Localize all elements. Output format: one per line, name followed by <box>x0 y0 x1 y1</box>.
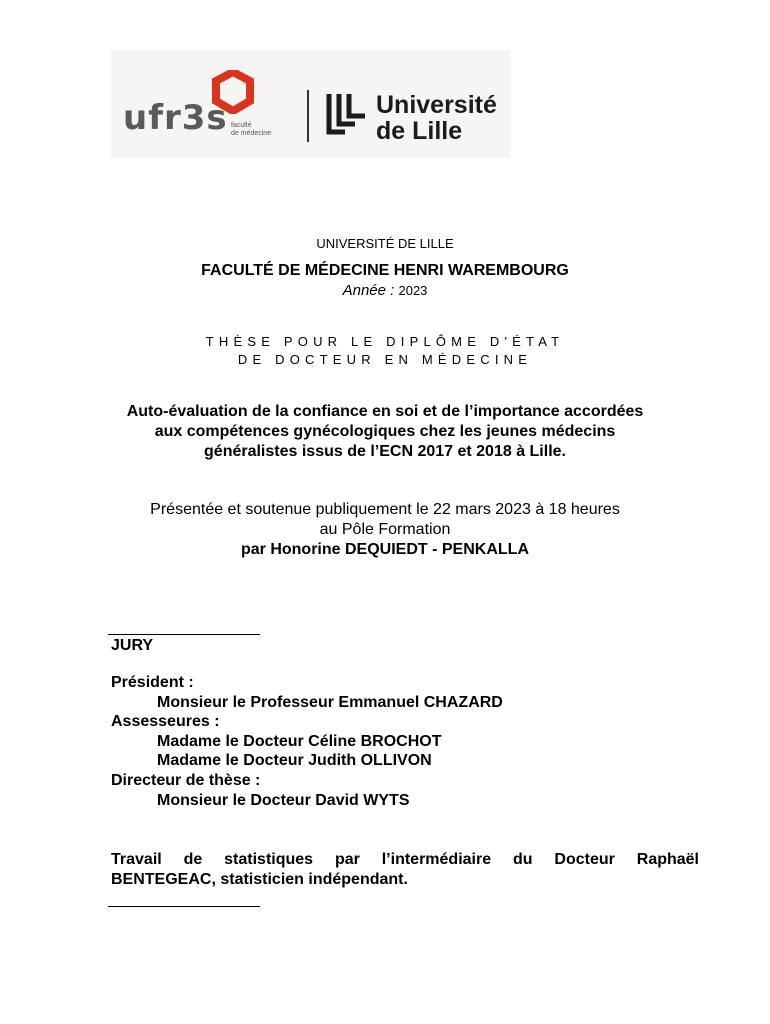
ufr3s-subtitle-line1: faculté <box>231 122 252 129</box>
thesis-title-line2: aux compétences gynécologiques chez les jeunes médecins <box>154 423 616 440</box>
logo-banner <box>111 50 511 158</box>
university-name: UNIVERSITÉ DE LILLE <box>316 236 454 251</box>
universite-de-lille-logo-text <box>376 92 497 144</box>
assessors-label: Assesseures : <box>111 713 220 731</box>
univ-logo-line2: de Lille <box>376 117 463 145</box>
univ-logo-line1: Université <box>376 91 497 119</box>
presentation-location: au Pôle Formation <box>319 521 451 538</box>
director-name: Monsieur le Docteur David WYTS <box>157 791 410 809</box>
thesis-title-line3: généralistes issus de l’ECN 2017 et 2018 à Lille. <box>204 443 566 460</box>
year-line <box>0 282 770 299</box>
presentation-author: par Honorine DEQUIEDT - PENKALLA <box>240 541 529 558</box>
year-value: 2023 <box>398 283 428 298</box>
year-label: Année : <box>342 282 395 299</box>
jury-list <box>111 673 711 810</box>
ufr3s-logo-text: ufr3s <box>123 98 228 138</box>
president-label: Président : <box>111 674 194 691</box>
statistics-note <box>111 850 699 890</box>
statistics-note-line1: Travail de statistiques par l’intermédiaire du Docteur Raphaël <box>111 851 699 868</box>
universite-de-lille-logo-mark <box>325 92 373 140</box>
director-label: Directeur de thèse : <box>111 771 261 789</box>
thesis-title <box>0 402 770 462</box>
ufr3s-logo-subtitle <box>231 122 271 138</box>
presentation-block <box>0 500 770 560</box>
statistics-note-line2: BENTEGEAC, statisticien indépendant. <box>111 871 408 888</box>
jury-heading: JURY <box>111 637 154 654</box>
assessor-name: Madame le Docteur Judith OLLIVON <box>157 752 432 770</box>
thesis-type-line2: DE DOCTEUR EN MÉDECINE <box>237 352 533 367</box>
assessor-name: Madame le Docteur Céline BROCHOT <box>157 732 442 750</box>
president-name: Monsieur le Professeur Emmanuel CHAZARD <box>157 693 503 711</box>
thesis-title-line1: Auto-évaluation de la confiance en soi et de l’importance accordées <box>126 403 644 420</box>
presentation-date: Présentée et soutenue publiquement le 22 mars 2023 à 18 heures <box>150 501 620 518</box>
bottom-rule <box>108 906 260 908</box>
logo-divider <box>307 90 309 142</box>
faculty-name: FACULTÉ DE MÉDECINE HENRI WAREMBOURG <box>201 262 569 279</box>
ufr3s-subtitle-line2: de médecine <box>231 130 272 137</box>
thesis-type-line1: THÈSE POUR LE DIPLÔME D'ÉTAT <box>205 334 565 349</box>
